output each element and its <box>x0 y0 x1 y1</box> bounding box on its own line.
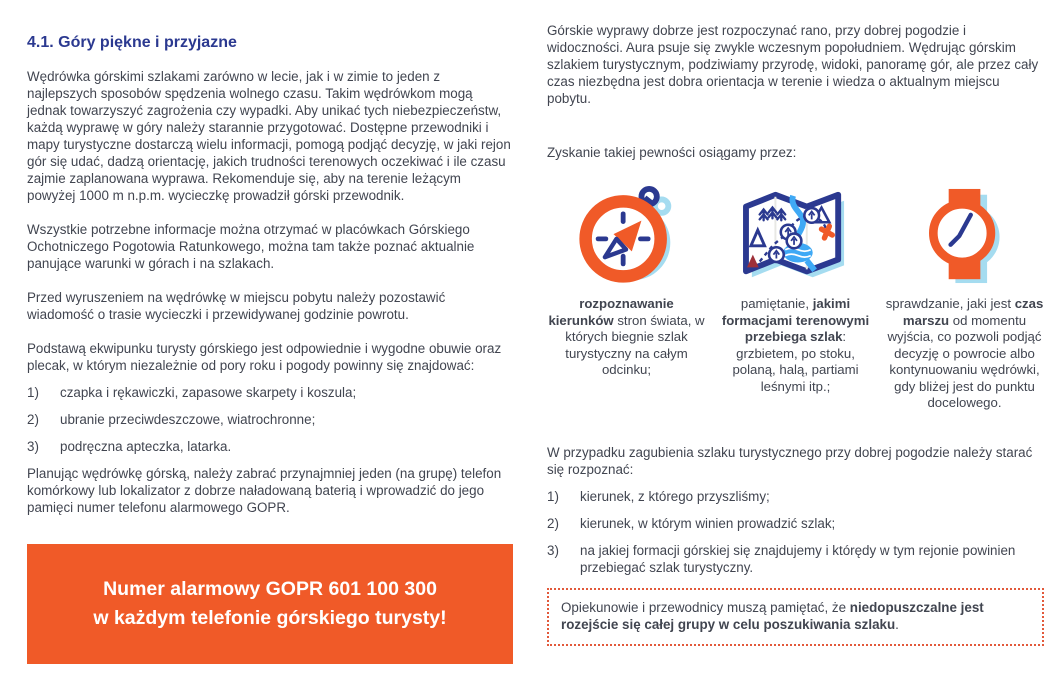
paragraph-lost-intro: W przypadku zagubienia szlaku turystycznego przy dobrej pogodzie należy starać się rozpoznać: <box>547 444 1033 477</box>
compass-icon <box>547 185 706 287</box>
list-item <box>547 488 1044 505</box>
paragraph-morning-start: Górskie wyprawy dobrze jest rozpoczynać rano, przy dobrej pogodzie i widoczności. Aura psuje się zwykle wczesnym popołudniem. Wędrując górskim szlakiem turystycznym, podziwiamy przyrodę, widoki, panoramę gór, ale przez cały czas niezbędna jest dobra orientacja w terenie i wiedza o aktualnym miejscu pobytu. <box>547 23 1039 106</box>
map-icon-svg <box>736 185 856 287</box>
feature-compass <box>547 185 706 412</box>
list-item-text: ubranie przeciwdeszczowe, wiatrochronne; <box>60 412 316 427</box>
caption-text: stron świata, w których biegnie szlak turystyczny na całym odcinku; <box>565 312 705 377</box>
left-column <box>27 33 513 664</box>
orientation-features <box>547 185 1044 412</box>
caption-bold-text: czas marszu <box>902 296 1044 328</box>
list-item-text: czapka i rękawiczki, zapasowe skarpety i koszula; <box>60 385 357 400</box>
emergency-number-line1: Numer alarmowy GOPR 601 100 300 <box>103 578 437 600</box>
paragraph-phone: Planując wędrówkę górską, należy zabrać przynajmniej jeden (na grupę) telefon komórkowy lub lokalizator z dobrze naładowaną baterią i wprowadzić do jego pamięci numer telefonu alarmowego GOPR. <box>27 466 502 515</box>
equipment-list <box>27 384 513 455</box>
paragraph-equipment-intro: Podstawą ekwipunku turysty górskiego jest odpowiednie i wygodne obuwie oraz plecak, w którym niezależnie od pory roku i pogody powinny się znajdować: <box>27 341 502 373</box>
section-heading: 4.1. Góry piękne i przyjazne <box>27 34 237 51</box>
list-item-text: kierunek, w którym winien prowadzić szlak; <box>580 515 836 531</box>
list-marker: 1) <box>547 488 559 504</box>
map-icon <box>716 185 875 287</box>
note-bold-text: niedopuszczalne jest rozejście się całej grupy w celu poszukiwania szlaku <box>561 599 984 632</box>
feature-caption <box>716 296 875 395</box>
emergency-number-line2: w każdym telefonie górskiego turysty! <box>93 607 447 629</box>
list-marker: 3) <box>547 542 559 558</box>
list-item-text: kierunek, z którego przyszliśmy; <box>580 488 770 504</box>
feature-caption <box>547 296 706 379</box>
list-marker: 2) <box>27 412 39 427</box>
caption-text: od momentu wyjścia, co pozwoli podjąć decyzję o powrocie albo kontynuowaniu wędrówki, gdy bliżej jest do punktu docelowego. <box>887 312 1042 410</box>
list-item <box>547 542 1044 576</box>
paragraph-gopr-info: Wszystkie potrzebne informacje można otrzymać w placówkach Górskiego Ochotniczego Pogotowia Ratunkowego, można tam także poznać aktualnie panujące warunki w górach i na szlakach. <box>27 222 475 271</box>
guardians-note-box <box>547 588 1044 646</box>
list-item-text: na jakiej formacji górskiej się znajdujemy i którędy w tym rejonie powinien przebiegać szlak turystyczny. <box>580 542 1016 575</box>
list-marker: 2) <box>547 515 559 531</box>
compass-icon-svg <box>573 185 681 287</box>
caption-text: sprawdzanie, jaki jest <box>885 296 1015 311</box>
lost-trail-list <box>547 488 1044 576</box>
note-text: Opiekunowie i przewodnicy muszą pamiętać, że <box>561 599 850 615</box>
list-item <box>547 515 1044 532</box>
paragraph-lead: Zyskanie takiej pewności osiągamy przez: <box>547 145 797 160</box>
caption-text: : grzbietem, po stoku, polaną, halą, partiami leśnymi itp.; <box>732 329 859 394</box>
list-marker: 1) <box>27 385 39 400</box>
list-item <box>27 411 513 428</box>
watch-icon-svg <box>917 185 1013 287</box>
list-item <box>27 438 513 455</box>
note-text: . <box>895 617 899 632</box>
lost-trail-section <box>547 444 1044 646</box>
watch-icon <box>885 185 1044 287</box>
right-column <box>547 22 1044 646</box>
caption-bold-text: jakimi formacjami terenowymi przebiega szlak <box>721 296 870 344</box>
paragraph-leave-message: Przed wyruszeniem na wędrówkę w miejscu pobytu należy pozostawić wiadomość o trasie wycieczki i przewidywanej godzinie powrotu. <box>27 290 446 322</box>
paragraph-intro: Wędrówka górskimi szlakami zarówno w lecie, jak i w zimie to jeden z najlepszych sposobów spędzenia wolnego czasu. Takim wędrówkom mogą jednak towarzyszyć zagrożenia czy wypadki. Aby unikać tych niebezpieczeństw, każdą wyprawę w góry należy starannie przygotować. Dostępne przewodniki i mapy turystyczne dostarczą wielu informacji, pomogą podjąć decyzję, w jaki rejon gór się udać, dadzą orientację, jakich trudności terenowych oczekiwać i ile czasu zajmie zaplanowana wyprawa. Rekomenduje się, aby na terenie leżącym powyżej 1000 m n.p.m. wycieczkę prowadził górski przewodnik. <box>27 69 511 203</box>
list-item <box>27 384 513 401</box>
feature-watch <box>885 185 1044 412</box>
caption-text: pamiętanie, <box>740 296 813 311</box>
emergency-number-banner <box>27 544 513 664</box>
list-marker: 3) <box>27 439 39 454</box>
feature-map <box>716 185 875 412</box>
list-item-text: podręczna apteczka, latarka. <box>60 439 232 454</box>
caption-bold-text: rozpoznawanie kierunków <box>548 296 674 328</box>
feature-caption <box>885 296 1044 412</box>
